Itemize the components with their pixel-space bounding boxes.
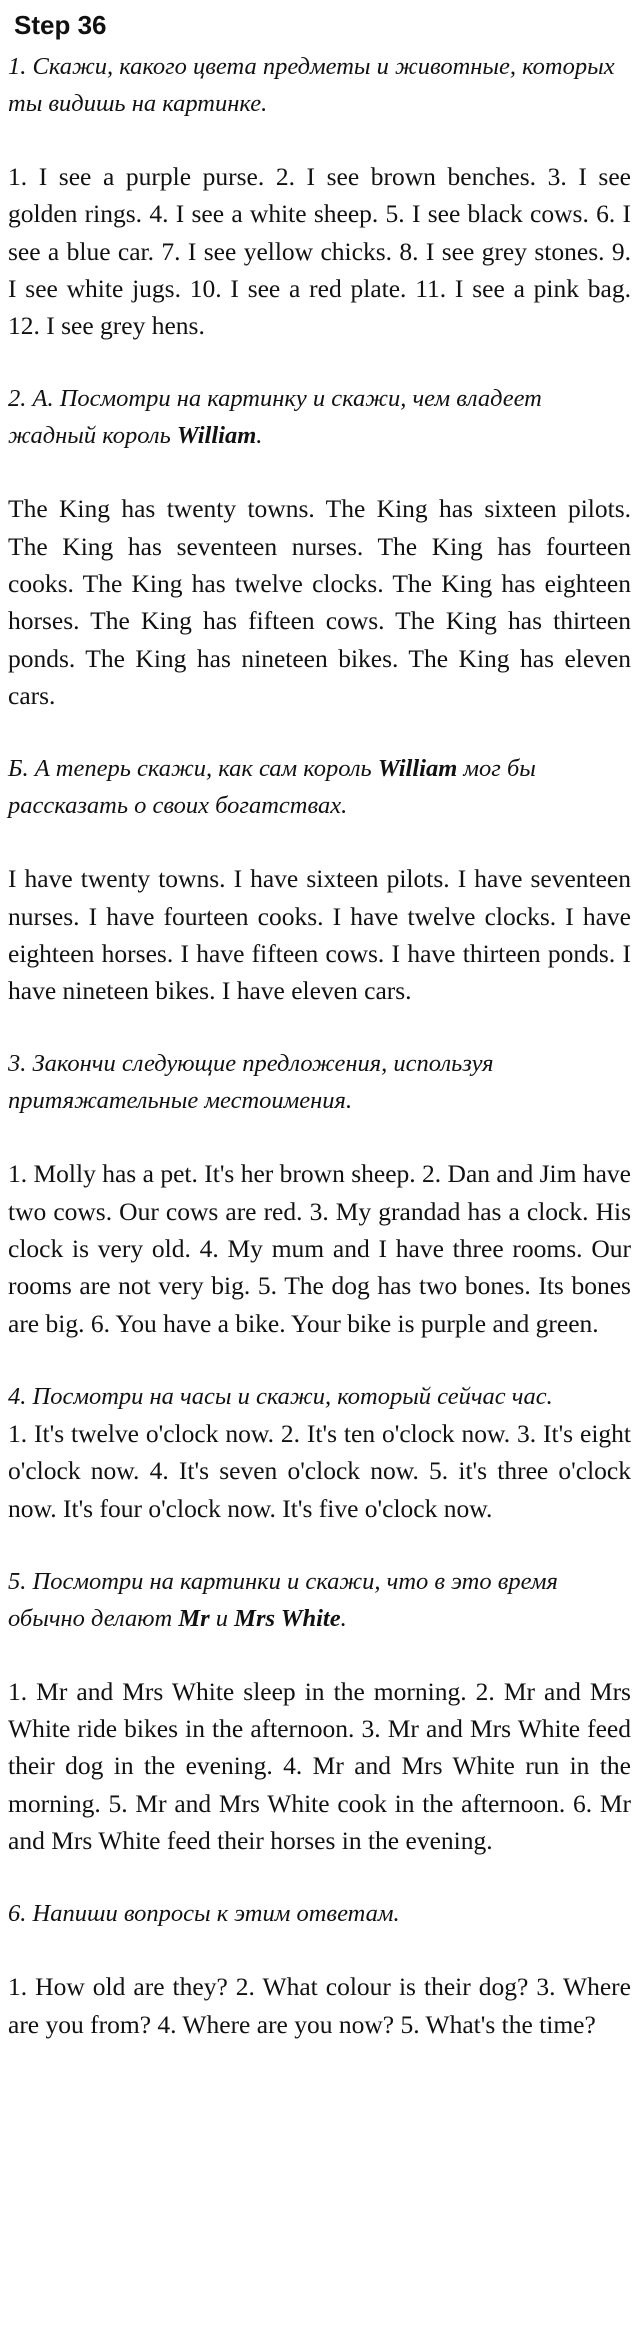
answer-3: 1. Molly has a pet. It's her brown sheep. 2. Dan and Jim have two cows. Our cows are red. 3. My grandad has a clock. His clock is very old. 4. My mum and I have three rooms. Our rooms are not very big. 5. The dog has two bones. Its bones are big. 6. You have a bike. Your bike is purple and green. bbox=[8, 1159, 631, 1338]
answer-1: 1. I see a purple purse. 2. I see brown benches. 3. I see golden rings. 4. I see a white sheep. 5. I see black cows. 6. I see a blue car. 7. I see yellow chicks. 8. I see grey stones. 9. I see white jugs. 10. I see a red plate. 11. I see a pink bag. 12. I see grey hens. bbox=[8, 162, 631, 341]
task-2a-name: William bbox=[176, 422, 257, 450]
task-5-text: 5. Посмотри на картинки и скажи, что в это время обычно делают bbox=[8, 1567, 558, 1632]
task-3: 3. Закончи следующие предложения, используя притяжательные местоимения. bbox=[8, 1050, 494, 1115]
answer-2a: The King has twenty towns. The King has sixteen pilots. The King has seventeen nurses. The King has fourteen cooks. The King has twelve clocks. The King has eighteen horses. The King has fifteen cows. The King has thirteen ponds. The King has nineteen bikes. The King has eleven cars. bbox=[8, 494, 631, 710]
task-5-name-mrs: Mrs White bbox=[234, 1604, 341, 1632]
task-6: 6. Напиши вопросы к этим ответам. bbox=[8, 1900, 400, 1928]
task-4: 4. Посмотри на часы и скажи, который сейчас час. bbox=[8, 1382, 553, 1410]
task-5-end: . bbox=[340, 1604, 347, 1632]
task-5-conj: и bbox=[209, 1604, 235, 1632]
answer-6: 1. How old are they? 2. What colour is their dog? 3. Where are you from? 4. Where are you now? 5. What's the time? bbox=[8, 1972, 631, 2039]
task-5-name-mr: Mr bbox=[178, 1604, 210, 1632]
task-2a-end: . bbox=[256, 422, 263, 450]
page-heading: Step 36 bbox=[14, 10, 107, 40]
task-2b-text: Б. А теперь скажи, как сам король bbox=[8, 755, 378, 783]
answer-5: 1. Mr and Mrs White sleep in the morning. 2. Mr and Mrs White ride bikes in the afternoon. 3. Mr and Mrs White feed their dog in the evening. 4. Mr and Mrs White run in the morning. 5. Mr and Mrs White cook in the afternoon. 6. Mr and Mrs White feed their horses in the evening. bbox=[8, 1676, 631, 1856]
task-1: 1. Скажи, какого цвета предметы и животные, которых ты видишь на картинке. bbox=[8, 53, 615, 117]
task-2a bbox=[8, 380, 631, 454]
answer-4: 1. It's twelve o'clock now. 2. It's ten o'clock now. 3. It's eight o'clock now. 4. It's seven o'clock now. 5. it's three o'clock now. It's four o'clock now. It's five o'clock now. bbox=[8, 1418, 631, 1523]
task-5 bbox=[8, 1563, 631, 1637]
task-2b bbox=[8, 750, 631, 824]
task-2a-text: 2. А. Посмотри на картинку и скажи, чем владеет жадный король bbox=[8, 385, 542, 450]
task-2b-name: William bbox=[377, 755, 458, 783]
answer-2b: I have twenty towns. I have sixteen pilots. I have seventeen nurses. I have fourteen cooks. I have twelve clocks. I have eighteen horses. I have fifteen cows. I have thirteen ponds. I have nineteen bikes. I have eleven cars. bbox=[8, 864, 631, 1006]
task-2b-end: мог бы рассказать о своих богатствах. bbox=[8, 755, 536, 820]
